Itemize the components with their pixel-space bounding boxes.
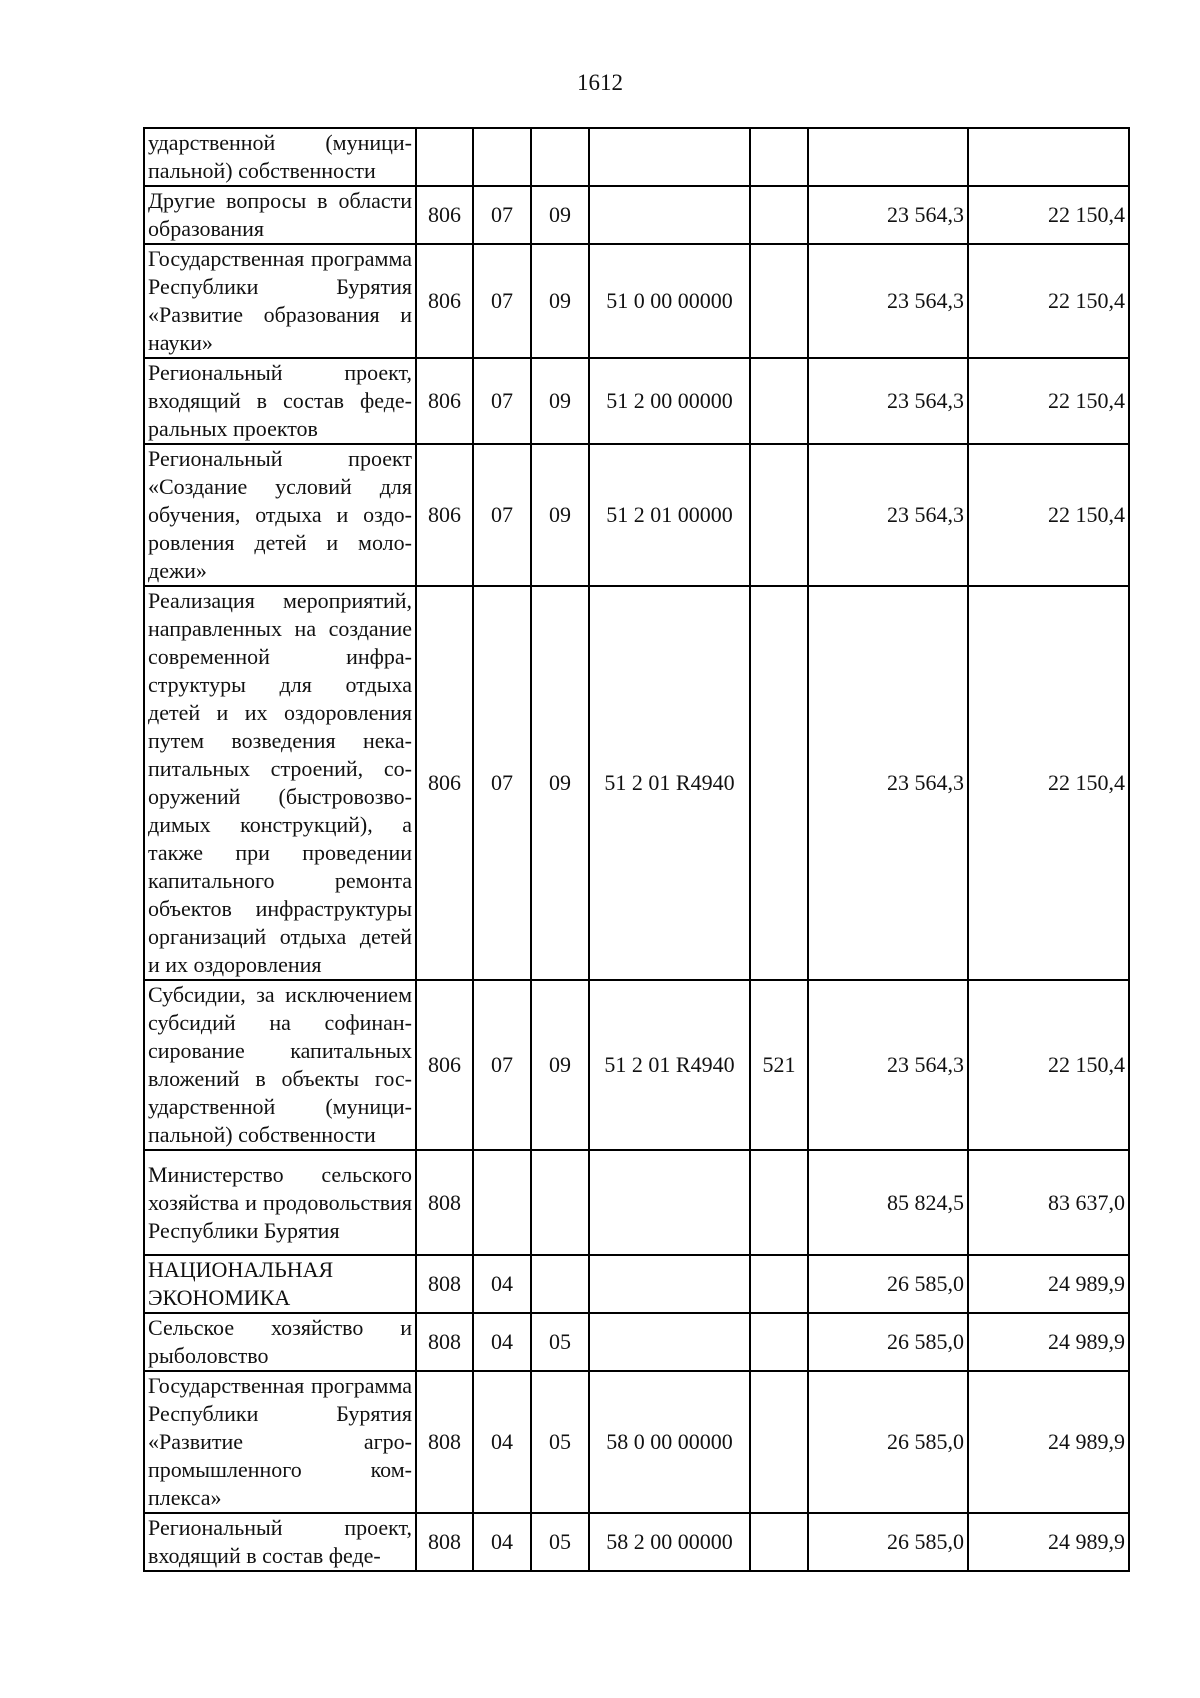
amount-year-1 (808, 128, 968, 186)
grbs-code: 806 (416, 980, 473, 1150)
section-code: 07 (473, 444, 531, 586)
expense-type-code (750, 1371, 808, 1513)
target-article-code: 51 0 00 00000 (589, 244, 750, 358)
expense-type-code: 521 (750, 980, 808, 1150)
grbs-code: 808 (416, 1371, 473, 1513)
table-row (144, 244, 1129, 358)
section-code: 07 (473, 586, 531, 980)
subsection-code (531, 128, 589, 186)
expense-type-code (750, 1255, 808, 1313)
row-name: Министерство сельского хозяйства и продовольствия Республики Бурятия (144, 1150, 416, 1255)
section-code: 07 (473, 186, 531, 244)
section-code (473, 1150, 531, 1255)
page-number: 1612 (577, 70, 623, 95)
section-code: 07 (473, 980, 531, 1150)
row-name: Региональный проект, входящий в состав феде- (144, 1513, 416, 1571)
target-article-code (589, 128, 750, 186)
row-name: Региональный проект, входящий в состав федеральных проектов (144, 358, 416, 444)
row-name: НАЦИОНАЛЬНАЯ ЭКОНОМИКА (144, 1255, 416, 1313)
target-article-code (589, 186, 750, 244)
grbs-code: 808 (416, 1150, 473, 1255)
target-article-code (589, 1255, 750, 1313)
expense-type-code (750, 186, 808, 244)
grbs-code: 806 (416, 244, 473, 358)
target-article-code (589, 1313, 750, 1371)
table-row (144, 444, 1129, 586)
table-row (144, 1313, 1129, 1371)
row-name: Сельское хозяйство и рыболовство (144, 1313, 416, 1371)
target-article-code (589, 1150, 750, 1255)
table-row (144, 1513, 1129, 1571)
expense-type-code (750, 1150, 808, 1255)
target-article-code: 51 2 00 00000 (589, 358, 750, 444)
target-article-code: 58 0 00 00000 (589, 1371, 750, 1513)
grbs-code: 806 (416, 186, 473, 244)
table-row (144, 186, 1129, 244)
amount-year-2: 22 150,4 (968, 586, 1129, 980)
amount-year-1: 26 585,0 (808, 1255, 968, 1313)
target-article-code: 51 2 01 R4940 (589, 586, 750, 980)
subsection-code: 09 (531, 186, 589, 244)
row-name: Государственная программа Республики Бурятия «Развитие образования и науки» (144, 244, 416, 358)
amount-year-1: 23 564,3 (808, 186, 968, 244)
grbs-code: 808 (416, 1255, 473, 1313)
amount-year-1: 85 824,5 (808, 1150, 968, 1255)
amount-year-2: 24 989,9 (968, 1313, 1129, 1371)
grbs-code: 806 (416, 358, 473, 444)
subsection-code: 09 (531, 444, 589, 586)
section-code: 07 (473, 244, 531, 358)
expense-type-code (750, 444, 808, 586)
target-article-code: 51 2 01 00000 (589, 444, 750, 586)
row-name: Реализация мероприятий, направленных на создание современной инфраструктуры для отдыха детей и их оздоровления путем возведения некапитальных строений, сооружений (быстровозводимых конструкций), а также при проведении капитального ремонта объектов инфраструктуры организаций отдыха детей и их оздоровления (144, 586, 416, 980)
grbs-code: 806 (416, 586, 473, 980)
amount-year-2: 24 989,9 (968, 1255, 1129, 1313)
amount-year-1: 26 585,0 (808, 1313, 968, 1371)
amount-year-2: 24 989,9 (968, 1371, 1129, 1513)
expense-type-code (750, 1513, 808, 1571)
table-row (144, 1371, 1129, 1513)
amount-year-1: 26 585,0 (808, 1513, 968, 1571)
amount-year-1: 23 564,3 (808, 358, 968, 444)
row-name: Региональный проект «Создание условий для обучения, отдыха и оздоровления детей и молодежи» (144, 444, 416, 586)
table-row (144, 980, 1129, 1150)
amount-year-2 (968, 128, 1129, 186)
section-code (473, 128, 531, 186)
amount-year-2: 22 150,4 (968, 244, 1129, 358)
section-code: 04 (473, 1313, 531, 1371)
amount-year-2: 83 637,0 (968, 1150, 1129, 1255)
table-row (144, 128, 1129, 186)
target-article-code: 51 2 01 R4940 (589, 980, 750, 1150)
grbs-code: 806 (416, 444, 473, 586)
table-row (144, 586, 1129, 980)
grbs-code: 808 (416, 1513, 473, 1571)
subsection-code: 09 (531, 586, 589, 980)
subsection-code: 09 (531, 980, 589, 1150)
subsection-code: 05 (531, 1371, 589, 1513)
amount-year-1: 23 564,3 (808, 586, 968, 980)
section-code: 07 (473, 358, 531, 444)
row-name: Государственная программа Республики Бурятия «Развитие агропромышленного комплекса» (144, 1371, 416, 1513)
row-name: ударственной (муниципальной) собственности (144, 128, 416, 186)
subsection-code: 09 (531, 358, 589, 444)
amount-year-2: 22 150,4 (968, 358, 1129, 444)
amount-year-1: 26 585,0 (808, 1371, 968, 1513)
subsection-code: 05 (531, 1513, 589, 1571)
grbs-code (416, 128, 473, 186)
section-code: 04 (473, 1513, 531, 1571)
table-row (144, 358, 1129, 444)
table-row (144, 1150, 1129, 1255)
amount-year-2: 22 150,4 (968, 444, 1129, 586)
expense-type-code (750, 244, 808, 358)
expense-type-code (750, 128, 808, 186)
amount-year-1: 23 564,3 (808, 244, 968, 358)
amount-year-2: 22 150,4 (968, 186, 1129, 244)
section-code: 04 (473, 1371, 531, 1513)
grbs-code: 808 (416, 1313, 473, 1371)
expense-type-code (750, 586, 808, 980)
target-article-code: 58 2 00 00000 (589, 1513, 750, 1571)
section-code: 04 (473, 1255, 531, 1313)
amount-year-1: 23 564,3 (808, 980, 968, 1150)
subsection-code: 09 (531, 244, 589, 358)
amount-year-2: 24 989,9 (968, 1513, 1129, 1571)
amount-year-1: 23 564,3 (808, 444, 968, 586)
subsection-code (531, 1255, 589, 1313)
subsection-code: 05 (531, 1313, 589, 1371)
row-name: Другие вопросы в области образования (144, 186, 416, 244)
subsection-code (531, 1150, 589, 1255)
expense-type-code (750, 1313, 808, 1371)
table-row (144, 1255, 1129, 1313)
row-name: Субсидии, за исключением субсидий на софинансирование капитальных вложений в объекты государственной (муниципальной) собственности (144, 980, 416, 1150)
expense-type-code (750, 358, 808, 444)
budget-table (143, 127, 1130, 1572)
amount-year-2: 22 150,4 (968, 980, 1129, 1150)
